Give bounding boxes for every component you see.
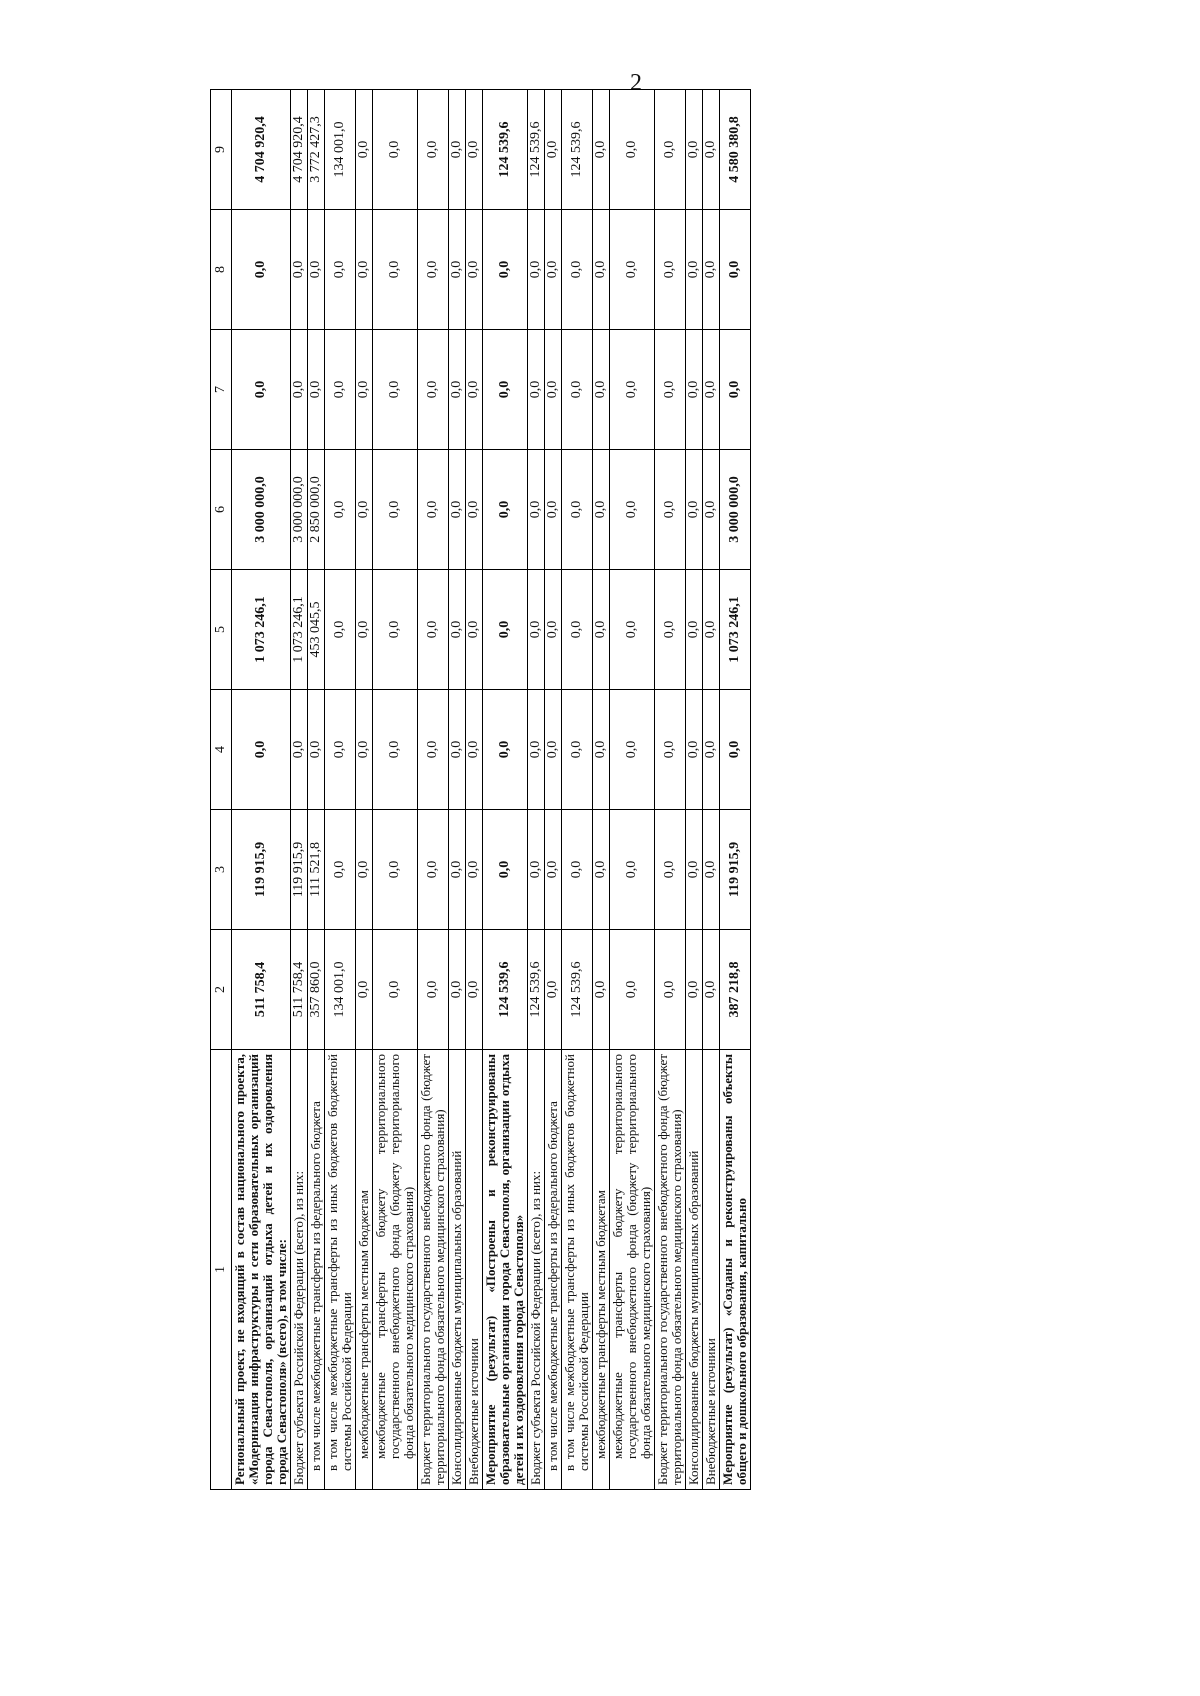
value-cell-col-8: 0,0	[483, 210, 528, 330]
value-cell-col-6: 0,0	[449, 450, 466, 570]
value-cell-col-3: 0,0	[483, 810, 528, 930]
value-cell-col-6: 3 000 000,0	[232, 450, 291, 570]
value-cell-col-9: 0,0	[449, 90, 466, 210]
value-cell-col-6: 2 850 000,0	[308, 450, 325, 570]
value-cell-col-7: 0,0	[655, 330, 686, 450]
value-cell-col-7: 0,0	[703, 330, 720, 450]
value-cell-col-9: 0,0	[545, 90, 562, 210]
row-label: в том числе межбюджетные трансферты из иных бюджетов бюджетной системы Российской Федерации	[562, 1050, 593, 1490]
value-cell-col-4: 0,0	[610, 690, 655, 810]
value-cell-col-5: 0,0	[418, 570, 449, 690]
value-cell-col-8: 0,0	[610, 210, 655, 330]
header-col-6: 6	[211, 450, 232, 570]
value-cell-col-8: 0,0	[655, 210, 686, 330]
value-cell-col-9: 0,0	[593, 90, 610, 210]
value-cell-col-3: 0,0	[610, 810, 655, 930]
value-cell-col-9: 124 539,6	[562, 90, 593, 210]
value-cell-col-5: 0,0	[373, 570, 418, 690]
value-cell-col-7: 0,0	[466, 330, 483, 450]
value-cell-col-6: 0,0	[373, 450, 418, 570]
value-cell-col-6: 0,0	[610, 450, 655, 570]
value-cell-col-2: 0,0	[593, 930, 610, 1050]
row-label: межбюджетные трансферты местным бюджетам	[593, 1050, 610, 1490]
row-label: Бюджет территориального государственного внебюджетного фонда (бюджет территориального фонда обязательного медицинского страхования)	[655, 1050, 686, 1490]
value-cell-col-3: 0,0	[545, 810, 562, 930]
budget-table-rotated	[210, 90, 1080, 1490]
table-row	[356, 90, 373, 1490]
row-label: в том числе межбюджетные трансферты из федерального бюджета	[545, 1050, 562, 1490]
table-row	[655, 90, 686, 1490]
value-cell-col-4: 0,0	[528, 690, 545, 810]
value-cell-col-3: 0,0	[703, 810, 720, 930]
value-cell-col-2: 124 539,6	[483, 930, 528, 1050]
header-row	[211, 90, 232, 1490]
value-cell-col-2: 511 758,4	[291, 930, 308, 1050]
value-cell-col-4: 0,0	[562, 690, 593, 810]
value-cell-col-6: 0,0	[703, 450, 720, 570]
value-cell-col-4: 0,0	[325, 690, 356, 810]
value-cell-col-2: 134 001,0	[325, 930, 356, 1050]
budget-table	[210, 89, 751, 1490]
value-cell-col-5: 0,0	[686, 570, 703, 690]
value-cell-col-3: 0,0	[356, 810, 373, 930]
value-cell-col-5: 0,0	[593, 570, 610, 690]
table-row	[686, 90, 703, 1490]
value-cell-col-9: 0,0	[356, 90, 373, 210]
value-cell-col-6: 0,0	[466, 450, 483, 570]
table-row	[449, 90, 466, 1490]
value-cell-col-5: 0,0	[325, 570, 356, 690]
value-cell-col-8: 0,0	[562, 210, 593, 330]
value-cell-col-4: 0,0	[373, 690, 418, 810]
row-label: Бюджет территориального государственного внебюджетного фонда (бюджет территориального фонда обязательного медицинского страхования)	[418, 1050, 449, 1490]
value-cell-col-9: 124 539,6	[483, 90, 528, 210]
table-row	[720, 90, 751, 1490]
value-cell-col-9: 4 704 920,4	[232, 90, 291, 210]
value-cell-col-8: 0,0	[720, 210, 751, 330]
value-cell-col-9: 0,0	[686, 90, 703, 210]
value-cell-col-7: 0,0	[418, 330, 449, 450]
value-cell-col-2: 0,0	[703, 930, 720, 1050]
value-cell-col-5: 0,0	[356, 570, 373, 690]
value-cell-col-6: 0,0	[325, 450, 356, 570]
header-col-2: 2	[211, 930, 232, 1050]
table-row	[291, 90, 308, 1490]
value-cell-col-9: 0,0	[655, 90, 686, 210]
header-col-3: 3	[211, 810, 232, 930]
value-cell-col-9: 4 704 920,4	[291, 90, 308, 210]
value-cell-col-9: 0,0	[610, 90, 655, 210]
value-cell-col-6: 0,0	[562, 450, 593, 570]
value-cell-col-4: 0,0	[703, 690, 720, 810]
value-cell-col-2: 0,0	[545, 930, 562, 1050]
row-label: Консолидированные бюджеты муниципальных образований	[686, 1050, 703, 1490]
value-cell-col-2: 0,0	[610, 930, 655, 1050]
value-cell-col-8: 0,0	[325, 210, 356, 330]
value-cell-col-4: 0,0	[655, 690, 686, 810]
value-cell-col-8: 0,0	[291, 210, 308, 330]
value-cell-col-6: 0,0	[356, 450, 373, 570]
value-cell-col-3: 0,0	[449, 810, 466, 930]
value-cell-col-8: 0,0	[593, 210, 610, 330]
row-label: Региональный проект, не входящий в состав национального проекта, «Модернизация инфраструктуры и сети образовательных организаций города Севастополя, организаций отдыха детей и их оздоровления города Севастополя» (всего), в том числе:	[232, 1050, 291, 1490]
row-label: в том числе межбюджетные трансферты из иных бюджетов бюджетной системы Российской Федерации	[325, 1050, 356, 1490]
value-cell-col-3: 0,0	[655, 810, 686, 930]
value-cell-col-6: 0,0	[528, 450, 545, 570]
value-cell-col-3: 0,0	[466, 810, 483, 930]
value-cell-col-2: 387 218,8	[720, 930, 751, 1050]
header-col-5: 5	[211, 570, 232, 690]
value-cell-col-6: 0,0	[593, 450, 610, 570]
value-cell-col-7: 0,0	[232, 330, 291, 450]
value-cell-col-6: 0,0	[545, 450, 562, 570]
value-cell-col-7: 0,0	[686, 330, 703, 450]
value-cell-col-5: 1 073 246,1	[232, 570, 291, 690]
value-cell-col-9: 0,0	[703, 90, 720, 210]
value-cell-col-8: 0,0	[449, 210, 466, 330]
value-cell-col-3: 119 915,9	[291, 810, 308, 930]
value-cell-col-7: 0,0	[449, 330, 466, 450]
value-cell-col-6: 0,0	[418, 450, 449, 570]
value-cell-col-8: 0,0	[308, 210, 325, 330]
value-cell-col-3: 119 915,9	[232, 810, 291, 930]
table-row	[545, 90, 562, 1490]
value-cell-col-2: 0,0	[686, 930, 703, 1050]
table-row	[325, 90, 356, 1490]
row-label: межбюджетные трансферты бюджету территориального государственного внебюджетного фонда (бюджету территориального фонда обязательного медицинского страхования)	[610, 1050, 655, 1490]
value-cell-col-8: 0,0	[686, 210, 703, 330]
table-row	[593, 90, 610, 1490]
value-cell-col-3: 0,0	[418, 810, 449, 930]
value-cell-col-2: 0,0	[449, 930, 466, 1050]
value-cell-col-5: 1 073 246,1	[291, 570, 308, 690]
value-cell-col-5: 0,0	[449, 570, 466, 690]
value-cell-col-8: 0,0	[418, 210, 449, 330]
table-body	[232, 90, 751, 1490]
value-cell-col-9: 0,0	[418, 90, 449, 210]
value-cell-col-3: 111 521,8	[308, 810, 325, 930]
value-cell-col-3: 0,0	[325, 810, 356, 930]
value-cell-col-9: 124 539,6	[528, 90, 545, 210]
row-label: Внебюджетные источники	[466, 1050, 483, 1490]
value-cell-col-7: 0,0	[593, 330, 610, 450]
value-cell-col-2: 0,0	[418, 930, 449, 1050]
value-cell-col-4: 0,0	[686, 690, 703, 810]
value-cell-col-7: 0,0	[545, 330, 562, 450]
value-cell-col-4: 0,0	[466, 690, 483, 810]
value-cell-col-4: 0,0	[593, 690, 610, 810]
value-cell-col-7: 0,0	[562, 330, 593, 450]
value-cell-col-4: 0,0	[545, 690, 562, 810]
value-cell-col-5: 1 073 246,1	[720, 570, 751, 690]
value-cell-col-7: 0,0	[308, 330, 325, 450]
header-col-7: 7	[211, 330, 232, 450]
value-cell-col-4: 0,0	[232, 690, 291, 810]
value-cell-col-2: 124 539,6	[528, 930, 545, 1050]
value-cell-col-8: 0,0	[466, 210, 483, 330]
value-cell-col-4: 0,0	[720, 690, 751, 810]
value-cell-col-8: 0,0	[232, 210, 291, 330]
value-cell-col-5: 0,0	[703, 570, 720, 690]
page-number: 2	[630, 70, 642, 96]
value-cell-col-7: 0,0	[373, 330, 418, 450]
value-cell-col-9: 4 580 380,8	[720, 90, 751, 210]
row-label: Бюджет субъекта Российской Федерации (всего), из них:	[291, 1050, 308, 1490]
row-label: Мероприятие (результат) «Созданы и реконструированы объекты общего и дошкольного образования, капитально	[720, 1050, 751, 1490]
value-cell-col-2: 357 860,0	[308, 930, 325, 1050]
row-label: Бюджет субъекта Российской Федерации (всего), из них:	[528, 1050, 545, 1490]
table-row	[610, 90, 655, 1490]
value-cell-col-6: 0,0	[686, 450, 703, 570]
value-cell-col-7: 0,0	[356, 330, 373, 450]
value-cell-col-5: 0,0	[562, 570, 593, 690]
table-row	[418, 90, 449, 1490]
row-label: Мероприятие (результат) «Построены и реконструированы образовательные организации города Севастополя, организации отдыха детей и их оздоровления города Севастополя»	[483, 1050, 528, 1490]
value-cell-col-2: 511 758,4	[232, 930, 291, 1050]
value-cell-col-9: 134 001,0	[325, 90, 356, 210]
table-row	[232, 90, 291, 1490]
value-cell-col-3: 0,0	[562, 810, 593, 930]
value-cell-col-7: 0,0	[528, 330, 545, 450]
value-cell-col-3: 0,0	[373, 810, 418, 930]
table-row	[308, 90, 325, 1490]
value-cell-col-3: 0,0	[593, 810, 610, 930]
value-cell-col-8: 0,0	[356, 210, 373, 330]
value-cell-col-6: 3 000 000,0	[720, 450, 751, 570]
value-cell-col-4: 0,0	[291, 690, 308, 810]
value-cell-col-2: 0,0	[356, 930, 373, 1050]
value-cell-col-4: 0,0	[418, 690, 449, 810]
table-row	[373, 90, 418, 1490]
value-cell-col-6: 0,0	[655, 450, 686, 570]
table-row	[703, 90, 720, 1490]
value-cell-col-9: 3 772 427,3	[308, 90, 325, 210]
value-cell-col-5: 0,0	[466, 570, 483, 690]
value-cell-col-5: 0,0	[483, 570, 528, 690]
row-label: в том числе межбюджетные трансферты из федерального бюджета	[308, 1050, 325, 1490]
value-cell-col-3: 0,0	[686, 810, 703, 930]
header-col-1: 1	[211, 1050, 232, 1490]
value-cell-col-5: 0,0	[545, 570, 562, 690]
value-cell-col-2: 0,0	[655, 930, 686, 1050]
value-cell-col-4: 0,0	[356, 690, 373, 810]
value-cell-col-4: 0,0	[483, 690, 528, 810]
value-cell-col-8: 0,0	[545, 210, 562, 330]
value-cell-col-3: 119 915,9	[720, 810, 751, 930]
value-cell-col-5: 0,0	[528, 570, 545, 690]
header-col-8: 8	[211, 210, 232, 330]
table-row	[483, 90, 528, 1490]
value-cell-col-5: 0,0	[655, 570, 686, 690]
value-cell-col-9: 0,0	[466, 90, 483, 210]
value-cell-col-6: 0,0	[483, 450, 528, 570]
value-cell-col-9: 0,0	[373, 90, 418, 210]
table-row	[562, 90, 593, 1490]
value-cell-col-5: 0,0	[610, 570, 655, 690]
header-col-4: 4	[211, 690, 232, 810]
value-cell-col-8: 0,0	[373, 210, 418, 330]
value-cell-col-6: 3 000 000,0	[291, 450, 308, 570]
value-cell-col-2: 0,0	[466, 930, 483, 1050]
value-cell-col-2: 0,0	[373, 930, 418, 1050]
row-label: межбюджетные трансферты местным бюджетам	[356, 1050, 373, 1490]
value-cell-col-8: 0,0	[703, 210, 720, 330]
value-cell-col-7: 0,0	[291, 330, 308, 450]
value-cell-col-4: 0,0	[449, 690, 466, 810]
value-cell-col-7: 0,0	[325, 330, 356, 450]
table-row	[528, 90, 545, 1490]
value-cell-col-3: 0,0	[528, 810, 545, 930]
value-cell-col-7: 0,0	[720, 330, 751, 450]
value-cell-col-5: 453 045,5	[308, 570, 325, 690]
table-row	[466, 90, 483, 1490]
header-col-9: 9	[211, 90, 232, 210]
value-cell-col-4: 0,0	[308, 690, 325, 810]
value-cell-col-7: 0,0	[483, 330, 528, 450]
row-label: Консолидированные бюджеты муниципальных образований	[449, 1050, 466, 1490]
row-label: Внебюджетные источники	[703, 1050, 720, 1490]
value-cell-col-7: 0,0	[610, 330, 655, 450]
row-label: межбюджетные трансферты бюджету территориального государственного внебюджетного фонда (бюджету территориального фонда обязательного медицинского страхования)	[373, 1050, 418, 1490]
value-cell-col-8: 0,0	[528, 210, 545, 330]
value-cell-col-2: 124 539,6	[562, 930, 593, 1050]
